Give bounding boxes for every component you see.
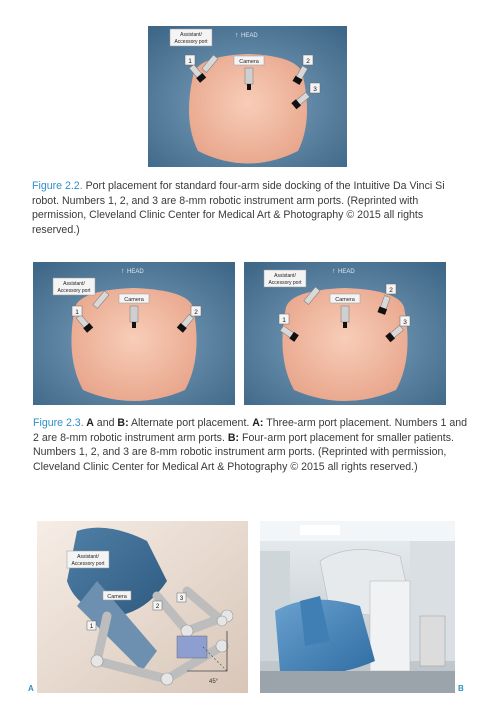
port-3-label: 3 [403,319,407,326]
svg-text:↑: ↑ [332,268,336,275]
figure-2-2-image [148,26,347,167]
port-1-label: 1 [89,624,94,630]
caption-bold-a: A [83,417,94,429]
port-3-label: 3 [313,86,317,93]
head-label: HEAD [241,33,258,39]
camera-label: Camera [239,59,259,65]
port-1-label: 1 [282,317,286,324]
assistant-label-line1: Assistant/ [180,32,202,38]
assistant-label-line1: Assistant/ [63,281,85,287]
figure-2-2-caption-label: Figure 2.2. [32,180,83,192]
camera-label: Camera [124,297,144,303]
bottom-figure-b-photo [260,521,455,693]
port-1-label: 1 [188,58,192,65]
port-2-label: 2 [389,287,393,294]
assistant-label-line2: Accessory port [268,280,302,286]
port-1-label: 1 [75,309,79,316]
svg-text:↑: ↑ [235,32,239,39]
head-label: HEAD [338,269,355,275]
figure-2-2-caption [32,179,464,237]
caption-bold-a2: A: [252,417,264,429]
caption-text: Three-arm port placement. Numbers 1 and 2 are 8-mm robotic instrument arm ports. [33,417,468,444]
assistant-label-line2: Accessory port [71,561,105,567]
caption-bold-b: B: [117,417,129,429]
panel-letter-a: A [28,684,34,693]
figure-2-3-caption [33,416,468,474]
angle-label: 45° [209,679,219,685]
assistant-label-line1: Assistant/ [274,273,296,279]
assistant-label-line2: Accessory port [174,39,208,45]
head-label: HEAD [127,269,144,275]
port-2-label: 2 [306,58,310,65]
bottom-figure-a-image [37,521,248,693]
port-2-label: 2 [194,309,198,316]
assistant-label-line2: Accessory port [57,288,91,294]
assistant-label-line1: Assistant/ [77,554,99,560]
figure-2-3a-image [33,262,235,405]
svg-text:↑: ↑ [121,268,125,275]
figure-2-3b-image [244,262,446,405]
port-2-label: 2 [155,604,160,610]
figure-2-3-caption-label: Figure 2.3. [33,417,84,429]
caption-text: and [93,417,118,429]
camera-label: Camera [107,594,127,600]
camera-label: Camera [335,297,355,303]
port-3-label: 3 [179,596,184,602]
caption-text: Four-arm port placement for smaller patients. Numbers 1, 2, and 3 are 8-mm robotic instrument arm ports. (Reprinted with permission, Cleveland Clinic Center for Medical Art & Photography © 2015 all rights reserved.) [33,431,454,473]
caption-bold-b2: B: [227,431,240,444]
panel-letter-b: B [458,684,464,693]
caption-text: Alternate port placement. [128,417,253,429]
figure-2-2-caption-text: Port placement for standard four-arm side docking of the Intuitive Da Vinci Si robot. Numbers 1, 2, and 3 are 8-mm robotic instrument arm ports. (Reprinted with permission, Cleveland Clinic Center for Medical Art & Photography © 2015 all rights reserved.) [32,180,445,236]
